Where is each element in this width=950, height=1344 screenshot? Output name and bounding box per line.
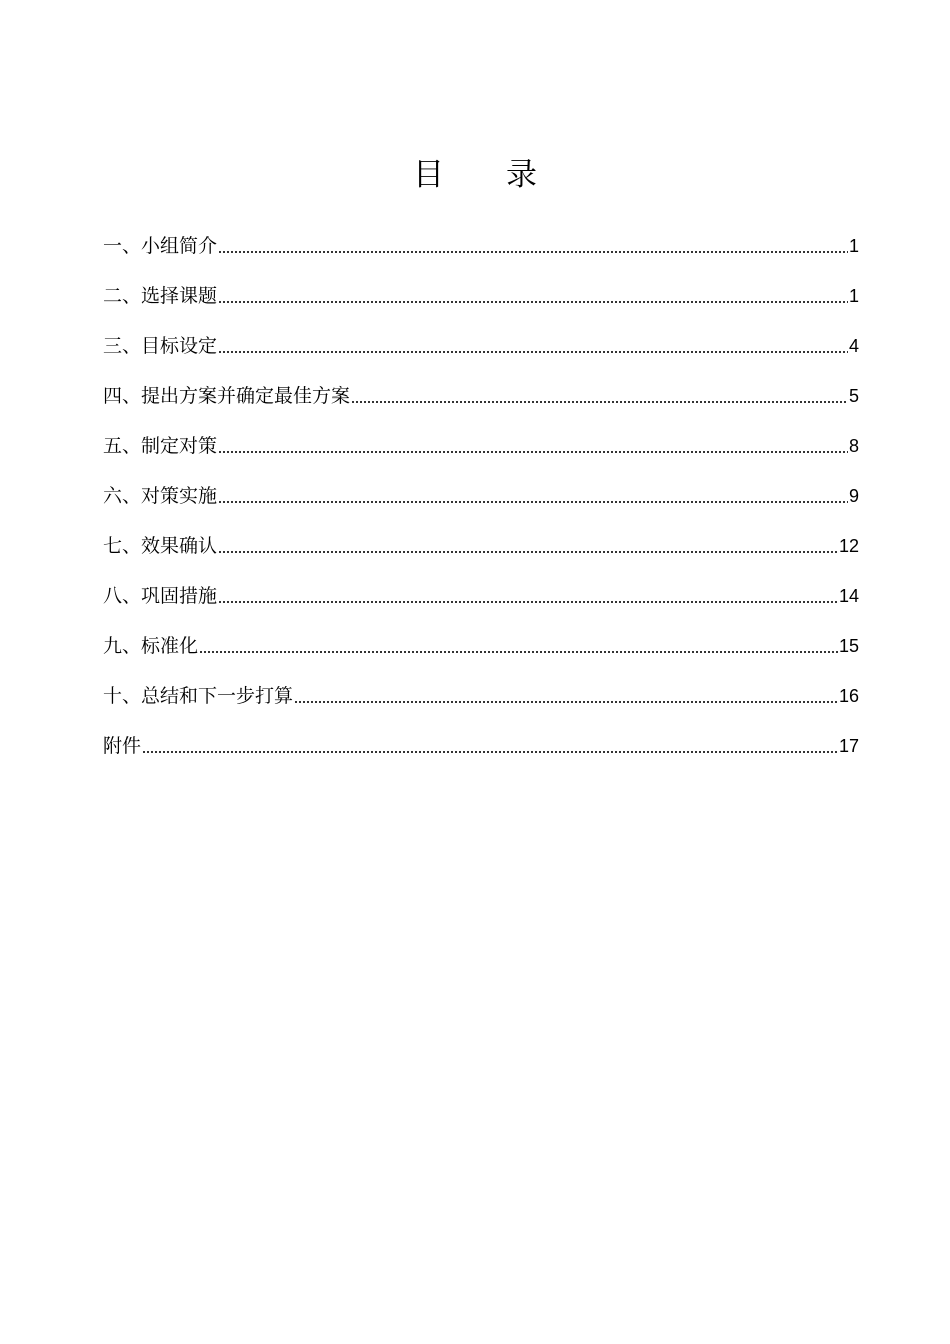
- toc-entry-label: 十、总结和下一步打算: [103, 685, 294, 707]
- toc-title: [0, 152, 950, 198]
- toc-page-number: 9: [848, 486, 859, 506]
- toc-entry[interactable]: [103, 615, 859, 665]
- toc-dot-leader: [351, 398, 848, 406]
- toc-entry-label: 六、对策实施: [103, 485, 218, 507]
- toc-entry-label: 附件: [103, 735, 142, 757]
- toc-entry[interactable]: [103, 215, 859, 265]
- toc-entry-label: 三、目标设定: [103, 335, 218, 357]
- toc-entry[interactable]: [103, 265, 859, 315]
- toc-list: [103, 215, 859, 765]
- toc-page-number: 1: [848, 286, 859, 306]
- toc-page-number: 17: [838, 736, 859, 756]
- toc-entry-label: 五、制定对策: [103, 435, 218, 457]
- toc-page-number: 1: [848, 236, 859, 256]
- toc-dot-leader: [218, 548, 838, 556]
- toc-dot-leader: [294, 698, 838, 706]
- toc-page-number: 8: [848, 436, 859, 456]
- toc-page-number: 16: [838, 686, 859, 706]
- toc-entry[interactable]: [103, 565, 859, 615]
- toc-dot-leader: [218, 298, 848, 306]
- toc-page-number: 15: [838, 636, 859, 656]
- toc-title-part2: 录: [506, 157, 537, 193]
- toc-entry[interactable]: [103, 465, 859, 515]
- toc-entry[interactable]: [103, 365, 859, 415]
- toc-entry-label: 二、选择课题: [103, 285, 218, 307]
- toc-dot-leader: [199, 648, 838, 656]
- toc-dot-leader: [218, 498, 848, 506]
- toc-entry[interactable]: [103, 715, 859, 765]
- toc-page-number: 14: [838, 586, 859, 606]
- toc-title-part1: 目: [413, 157, 444, 193]
- toc-entry[interactable]: [103, 665, 859, 715]
- toc-entry[interactable]: [103, 315, 859, 365]
- toc-entry-label: 一、小组简介: [103, 235, 218, 257]
- toc-dot-leader: [218, 598, 838, 606]
- toc-entry-label: 四、提出方案并确定最佳方案: [103, 385, 351, 407]
- toc-page-number: 12: [838, 536, 859, 556]
- toc-dot-leader: [218, 348, 848, 356]
- toc-entry-label: 九、标准化: [103, 635, 199, 657]
- toc-dot-leader: [142, 748, 838, 756]
- toc-entry[interactable]: [103, 415, 859, 465]
- toc-entry[interactable]: [103, 515, 859, 565]
- toc-dot-leader: [218, 448, 848, 456]
- toc-dot-leader: [218, 248, 848, 256]
- toc-entry-label: 七、效果确认: [103, 535, 218, 557]
- toc-page-number: 4: [848, 336, 859, 356]
- toc-page-number: 5: [848, 386, 859, 406]
- toc-entry-label: 八、巩固措施: [103, 585, 218, 607]
